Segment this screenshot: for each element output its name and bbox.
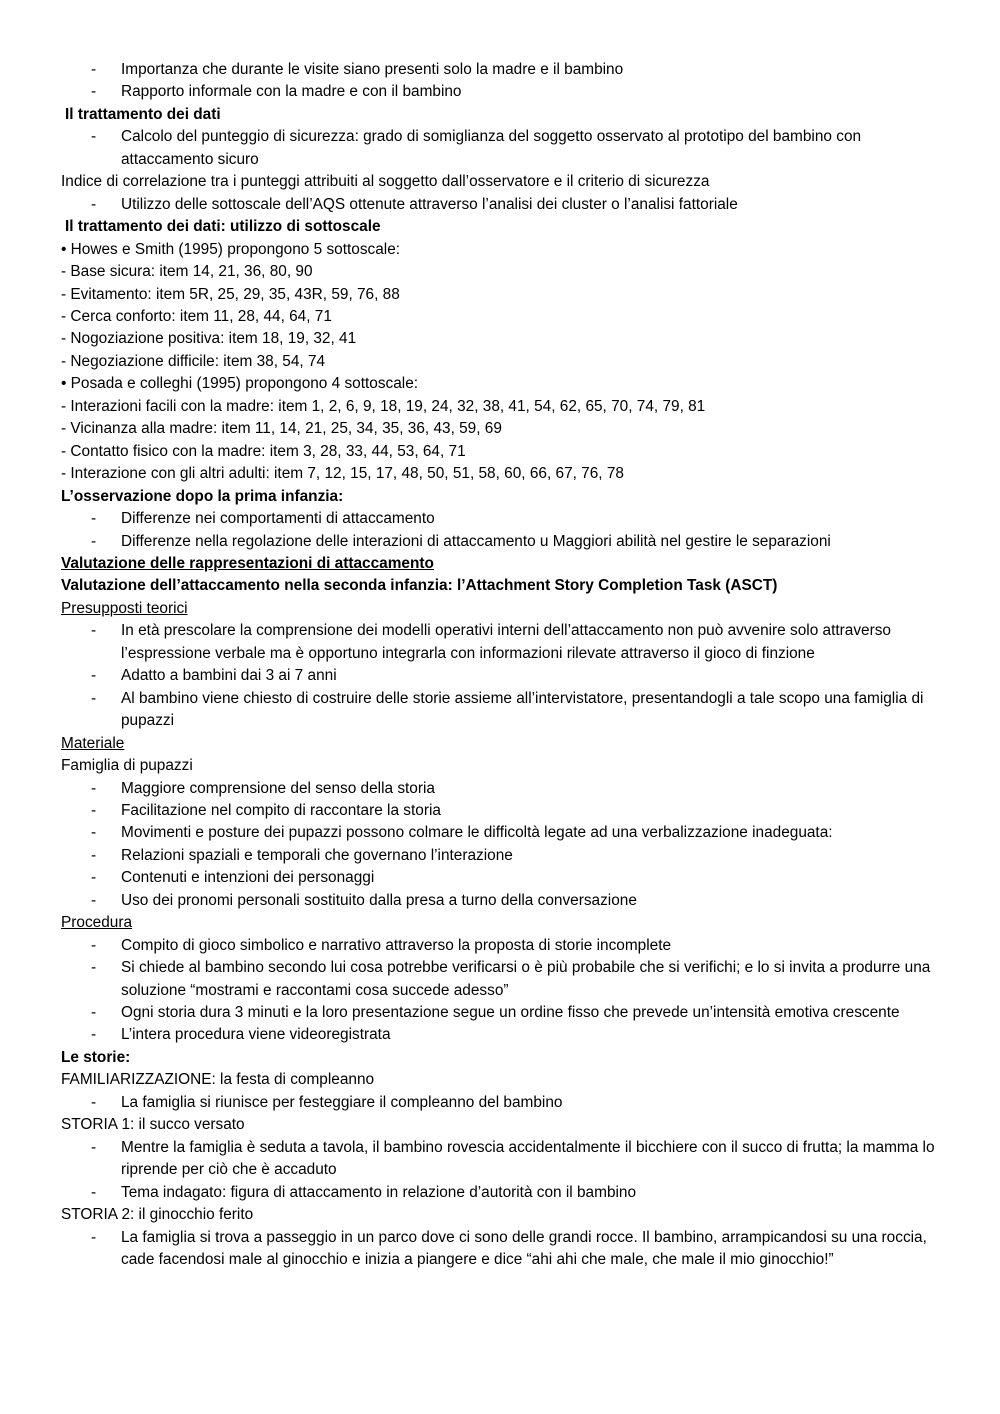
bullet-item: [61, 508, 951, 530]
subsection-label: Procedura: [61, 914, 133, 932]
text-line: Famiglia di pupazzi: [61, 757, 193, 775]
bullet-item: [61, 867, 951, 889]
bullet-text: Tema indagato: figura di attaccamento in relazione d’autorità con il bambino: [121, 1183, 637, 1201]
bullet-item: [61, 59, 951, 81]
section-heading: Valutazione delle rappresentazioni di attaccamento: [61, 554, 434, 572]
bullet-item: [61, 800, 951, 822]
dash-marker: -: [91, 195, 97, 213]
section-heading: L’osservazione dopo la prima infanzia:: [61, 487, 344, 505]
text-line: - Interazioni facili con la madre: item 1, 2, 6, 9, 18, 19, 24, 32, 38, 41, 54, 62, 65, 70, 74, 79, 81: [61, 397, 706, 415]
bullet-text: Adatto a bambini dai 3 ai 7 anni: [121, 667, 337, 685]
bullet-item: [61, 1002, 951, 1024]
text-line: Indice di correlazione tra i punteggi attribuiti al soggetto dall’osservatore e il criterio di sicurezza: [61, 173, 710, 191]
document-page: [61, 59, 961, 1271]
bullet-text: Compito di gioco simbolico e narrativo attraverso la proposta di storie incomplete: [121, 936, 672, 954]
bullet-item: [61, 620, 951, 665]
text-line: - Cerca conforto: item 11, 28, 44, 64, 71: [61, 307, 332, 325]
bullet-text: Facilitazione nel compito di raccontare la storia: [121, 801, 441, 819]
bullet-text: Contenuti e intenzioni dei personaggi: [121, 869, 375, 887]
dash-marker: -: [91, 1228, 97, 1246]
bullet-text: La famiglia si trova a passeggio in un parco dove ci sono delle grandi rocce. Il bambino, arrampicandosi su una roccia, cade facendosi male al ginocchio e inizia a piangere e dice “ahi ahi che male, che male il mio ginocchio!”: [121, 1228, 927, 1269]
bullet-item: [61, 1092, 951, 1114]
dash-marker: -: [91, 936, 97, 954]
dash-marker: -: [91, 532, 97, 550]
section-heading: Il trattamento dei dati: utilizzo di sottoscale: [65, 218, 381, 236]
dash-marker: -: [91, 869, 97, 887]
dash-marker: -: [91, 891, 97, 909]
dash-marker: -: [91, 667, 97, 685]
bullet-item: [61, 688, 951, 733]
dash-marker: -: [91, 83, 97, 101]
bullet-text: Si chiede al bambino secondo lui cosa potrebbe verificarsi o è più probabile che si verifichi; e lo si invita a produrre una soluzione “mostrami e raccontami cosa succede adesso”: [121, 959, 931, 999]
bullet-item: [61, 1024, 951, 1046]
bullet-text: Importanza che durante le visite siano presenti solo la madre e il bambino: [121, 61, 624, 78]
text-line: - Negoziazione difficile: item 38, 54, 74: [61, 352, 326, 370]
text-line: - Vicinanza alla madre: item 11, 14, 21, 25, 34, 35, 36, 43, 59, 69: [61, 420, 502, 438]
bullet-text: Relazioni spaziali e temporali che governano l’interazione: [121, 846, 513, 864]
dash-marker: -: [91, 1138, 97, 1156]
section-heading: Le storie:: [61, 1048, 131, 1066]
text-line: - Nogoziazione positiva: item 18, 19, 32, 41: [61, 330, 357, 348]
dash-marker: -: [91, 846, 97, 864]
dash-marker: -: [91, 801, 97, 819]
dash-marker: -: [91, 128, 97, 146]
bullet-text: Movimenti e posture dei pupazzi possono colmare le difficoltà legate ad una verbalizzazione inadeguata:: [121, 824, 833, 842]
bullet-item: [61, 1227, 951, 1272]
bullet-text: Differenze nella regolazione delle interazioni di attaccamento u Maggiori abilità nel gestire le separazioni: [121, 532, 831, 550]
text-line: - Evitamento: item 5R, 25, 29, 35, 43R, 59, 76, 88: [61, 285, 400, 303]
bullet-item: [61, 890, 951, 912]
dash-marker: -: [91, 689, 97, 707]
bullet-item: [61, 957, 951, 1002]
section-heading: Il trattamento dei dati: [65, 105, 221, 123]
bullet-item: [61, 126, 951, 171]
text-line: FAMILIARIZZAZIONE: la festa di compleanno: [61, 1071, 375, 1089]
dash-marker: -: [91, 1026, 97, 1044]
dash-marker: -: [91, 1004, 97, 1022]
bullet-item: [61, 194, 951, 216]
bullet-item: [61, 1182, 951, 1204]
section-heading: Valutazione dell’attaccamento nella seconda infanzia: l’Attachment Story Completion Task (ASCT): [61, 577, 778, 595]
dash-marker: -: [91, 1093, 97, 1111]
bullet-text: Mentre la famiglia è seduta a tavola, il bambino rovescia accidentalmente il bicchiere con il succo di frutta; la mamma lo riprende per ciò che è accaduto: [121, 1138, 935, 1179]
text-line: STORIA 2: il ginocchio ferito: [61, 1206, 254, 1224]
bullet-text: In età prescolare la comprensione dei modelli operativi interni dell’attaccamento non può avvenire solo attraverso l’espressione verbale ma è opportuno integrarla con informazioni rilevate attraverso il gioco di finzione: [121, 622, 891, 662]
text-line: • Posada e colleghi (1995) propongono 4 sottoscale:: [61, 375, 419, 393]
bullet-text: Maggiore comprensione del senso della storia: [121, 779, 435, 797]
bullet-item: [61, 778, 951, 800]
dash-marker: -: [91, 1183, 97, 1201]
bullet-text: L’intera procedura viene videoregistrata: [121, 1026, 391, 1044]
bullet-item: [61, 935, 951, 957]
bullet-text: Al bambino viene chiesto di costruire delle storie assieme all’intervistatore, presentandogli a tale scopo una famiglia di pupazzi: [121, 689, 924, 730]
dash-marker: -: [91, 824, 97, 842]
bullet-text: Rapporto informale con la madre e con il bambino: [121, 83, 462, 101]
dash-marker: -: [91, 622, 97, 640]
dash-marker: -: [91, 779, 97, 797]
text-line: STORIA 1: il succo versato: [61, 1116, 245, 1134]
text-line: • Howes e Smith (1995) propongono 5 sottoscale:: [61, 240, 401, 258]
dash-marker: -: [91, 959, 97, 977]
subsection-label: Materiale: [61, 734, 125, 752]
bullet-item: [61, 665, 951, 687]
bullet-text: Ogni storia dura 3 minuti e la loro presentazione segue un ordine fisso che prevede un’intensità emotiva crescente: [121, 1004, 900, 1022]
subsection-label: Presupposti teorici: [61, 599, 188, 617]
bullet-text: Utilizzo delle sottoscale dell’AQS ottenute attraverso l’analisi dei cluster o l’analisi fattoriale: [121, 195, 738, 213]
bullet-text: Calcolo del punteggio di sicurezza: grado di somiglianza del soggetto osservato al prototipo del bambino con attaccamento sicuro: [121, 128, 862, 168]
text-line: - Interazione con gli altri adulti: item 7, 12, 15, 17, 48, 50, 51, 58, 60, 66, 67, 76, 78: [61, 465, 624, 483]
text-line: - Contatto fisico con la madre: item 3, 28, 33, 44, 53, 64, 71: [61, 442, 466, 460]
bullet-text: Differenze nei comportamenti di attaccamento: [121, 510, 435, 528]
dash-marker: -: [91, 61, 97, 78]
bullet-item: [61, 531, 951, 553]
bullet-text: La famiglia si riunisce per festeggiare il compleanno del bambino: [121, 1093, 563, 1111]
dash-marker: -: [91, 510, 97, 528]
bullet-item: [61, 822, 951, 844]
text-line: - Base sicura: item 14, 21, 36, 80, 90: [61, 263, 313, 281]
bullet-text: Uso dei pronomi personali sostituito dalla presa a turno della conversazione: [121, 891, 637, 909]
bullet-item: [61, 81, 951, 103]
bullet-item: [61, 845, 951, 867]
bullet-item: [61, 1137, 951, 1182]
